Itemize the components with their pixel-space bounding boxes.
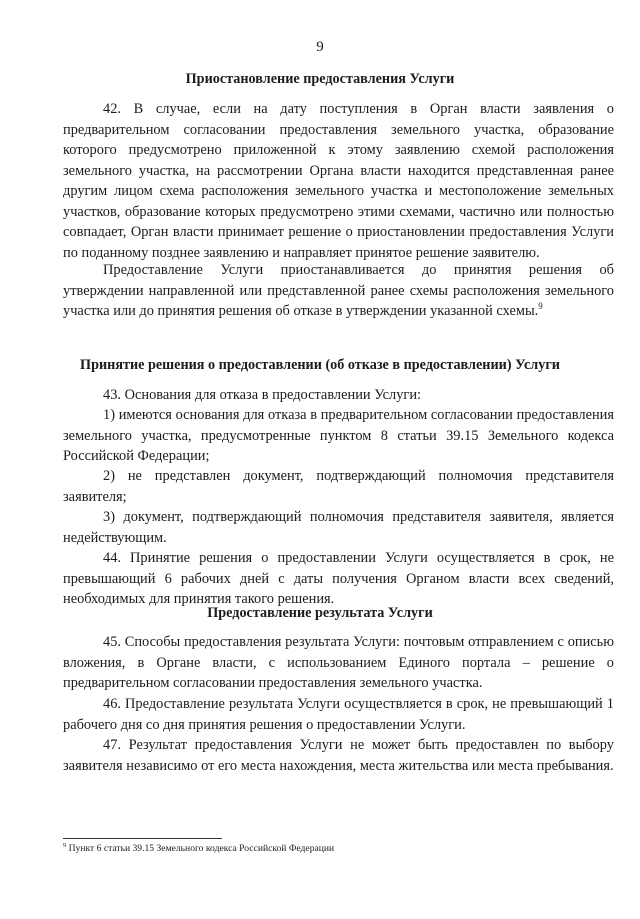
paragraph-43-item-2: 2) не представлен документ, подтверждающий полномочия представителя заявителя; xyxy=(63,468,614,505)
footnote-reference: 9 xyxy=(538,301,543,312)
paragraph-43-item-1: 1) имеются основания для отказа в предварительном согласовании предоставления земельного участка, предусмотренные пунктом 8 статьи 39.15 Земельного кодекса Российской Федерации; xyxy=(63,407,614,464)
footnote-separator xyxy=(63,838,222,839)
page-number: 9 xyxy=(316,39,324,55)
footnote-text: Пункт 6 статьи 39.15 Земельного кодекса Российской Федерации xyxy=(68,843,335,854)
paragraph-47: 47. Результат предоставления Услуги не может быть предоставлен по выбору заявителя независимо от его места нахождения, места жительства или места пребывания. xyxy=(63,737,614,774)
section-heading-suspension: Приостановление предоставления Услуги xyxy=(185,71,455,87)
paragraph-42: 42. В случае, если на дату поступления в Орган власти заявления о предварительном согласовании предоставления земельного участка, образование которого предусмотрено приложенной к этому заявлению схемой расположения земельного участка, на рассмотрении Органа власти находится представленная ранее другим лицом схема расположения земельного участка и местоположение земельных участков, образование которых предусмотрено этими схемами, частично или полностью совпадает, Орган власти принимает решение о приостановлении предоставления Услуги по поданному позднее заявлению и направляет принятое решение заявителю. xyxy=(63,101,614,261)
paragraph-45: 45. Способы предоставления результата Услуги: почтовым отправлением с описью вложения, в Органе власти, с использованием Единого портала – решение о предварительном согласовании предоставления земельного участка. xyxy=(63,634,614,691)
section-heading-result: Предоставление результата Услуги xyxy=(207,605,433,621)
paragraph-42-continuation xyxy=(63,260,614,322)
paragraph-43-item-3: 3) документ, подтверждающий полномочия представителя заявителя, является недействующим. xyxy=(63,509,614,546)
paragraph-44: 44. Принятие решения о предоставлении Услуги осуществляется в срок, не превышающий 6 рабочих дней с даты получения Органом власти всех сведений, необходимых для принятия такого решения. xyxy=(63,550,614,607)
paragraph-46: 46. Предоставление результата Услуги осуществляется в срок, не превышающий 1 рабочего дня со дня принятия решения о предоставлении Услуги. xyxy=(63,696,614,733)
paragraph-43: 43. Основания для отказа в предоставлении Услуги: xyxy=(103,387,422,403)
section-heading-decision: Принятие решения о предоставлении (об отказе в предоставлении) Услуги xyxy=(80,357,560,373)
footnote xyxy=(63,843,614,855)
footnote-marker: 9 xyxy=(63,841,67,849)
paragraph-42-continuation-text: Предоставление Услуги приостанавливается до принятия решения об утверждении направленной или представленной ранее схемы расположения земельного участка или до принятия решения об отказе в утверждении указанной схемы. xyxy=(63,262,614,319)
